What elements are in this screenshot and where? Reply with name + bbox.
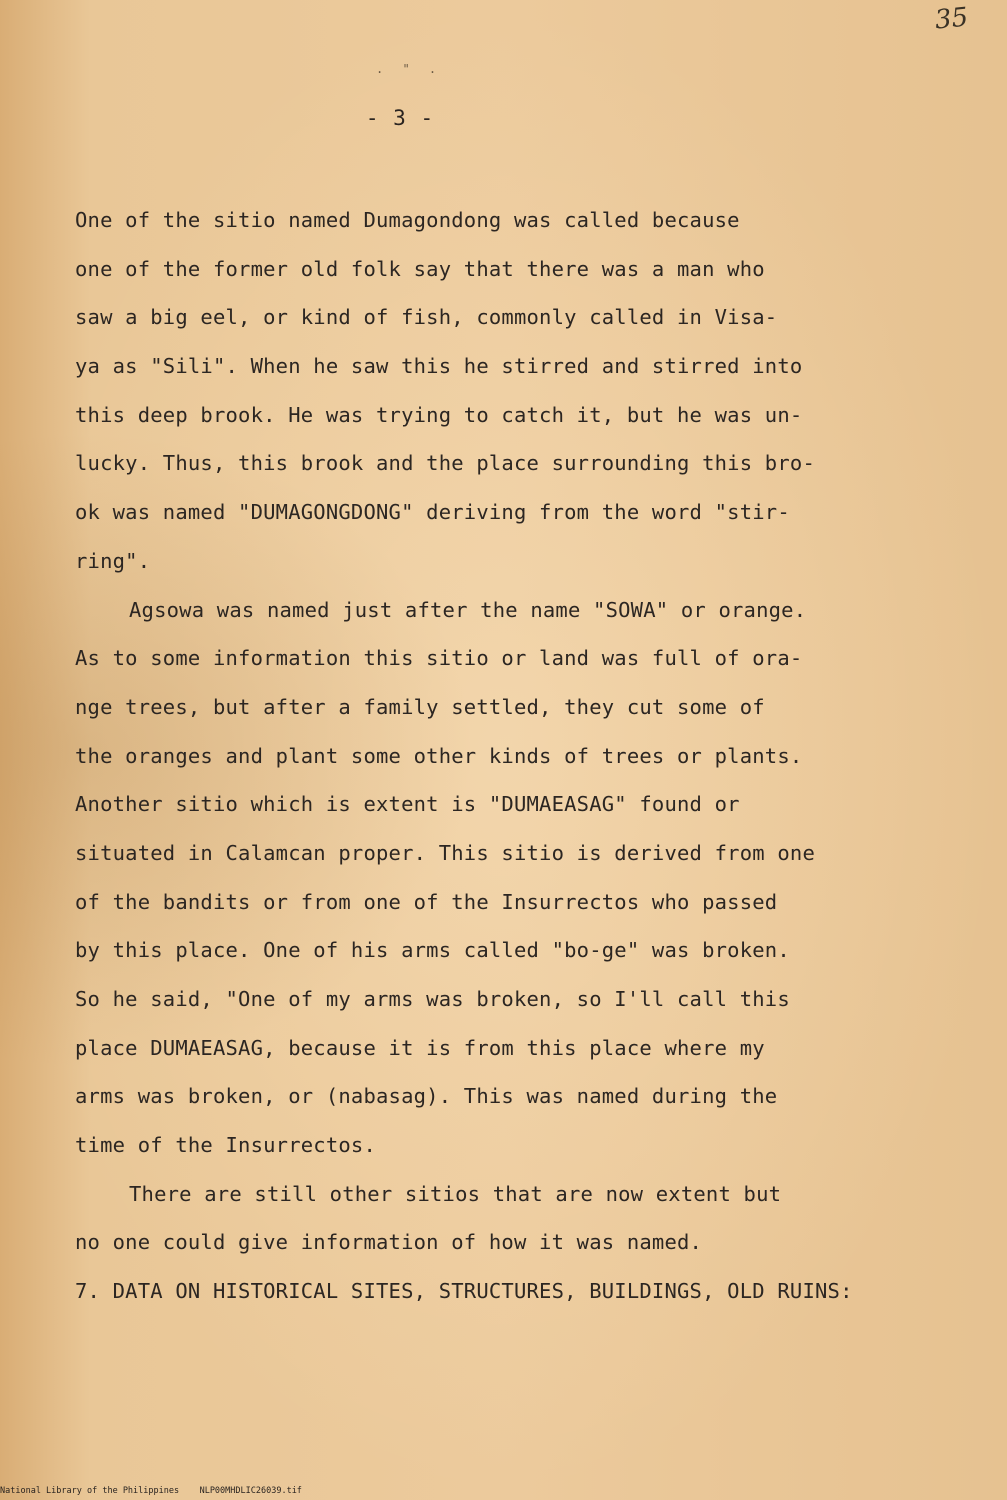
section-heading: 7. DATA ON HISTORICAL SITES, STRUCTURES, BUILDINGS, OLD RUINS:: [75, 1279, 853, 1304]
text-line: arms was broken, or (nabasag). This was named during the: [75, 1084, 778, 1109]
text-line: nge trees, but after a family settled, they cut some of: [75, 694, 765, 719]
ink-smudge: . " .: [376, 62, 443, 76]
text-line: There are still other sitios that are now extent but: [129, 1181, 782, 1206]
text-line: the oranges and plant some other kinds of trees or plants.: [75, 743, 803, 768]
text-line: ok was named "DUMAGONGDONG" deriving from the word "stir-: [75, 500, 790, 525]
text-line: So he said, "One of my arms was broken, so I'll call this: [75, 987, 790, 1011]
body-text: [75, 196, 955, 1316]
text-line: by this place. One of his arms called "bo-ge" was broken.: [75, 938, 790, 963]
text-line: no one could give information of how it was named.: [75, 1230, 703, 1255]
page-number: - 3 -: [365, 106, 435, 130]
text-line: As to some information this sitio or land was full of ora-: [75, 646, 803, 671]
text-line: saw a big eel, or kind of fish, commonly called in Visa-: [75, 305, 778, 330]
scan-footer: National Library of the Philippines NLP00MHDLIC26039.tif: [0, 1486, 302, 1496]
text-line: of the bandits or from one of the Insurrectos who passed: [75, 889, 778, 914]
folio-mark: 35: [933, 2, 970, 36]
text-line: ya as "Sili". When he saw this he stirred and stirred into: [75, 354, 803, 379]
text-line: one of the former old folk say that there was a man who: [75, 256, 765, 281]
text-line: Agsowa was named just after the name "SOWA" or orange.: [129, 597, 807, 622]
text-line: this deep brook. He was trying to catch it, but he was un-: [75, 402, 803, 427]
text-line: One of the sitio named Dumagondong was called because: [75, 208, 740, 232]
text-line: ring".: [75, 548, 151, 573]
text-line: situated in Calamcan proper. This sitio is derived from one: [75, 840, 815, 865]
text-line: Another sitio which is extent is "DUMAEASAG" found or: [75, 792, 740, 817]
text-line: lucky. Thus, this brook and the place surrounding this bro-: [75, 451, 815, 476]
text-line: place DUMAEASAG, because it is from this place where my: [75, 1035, 765, 1060]
text-line: time of the Insurrectos.: [75, 1133, 377, 1158]
